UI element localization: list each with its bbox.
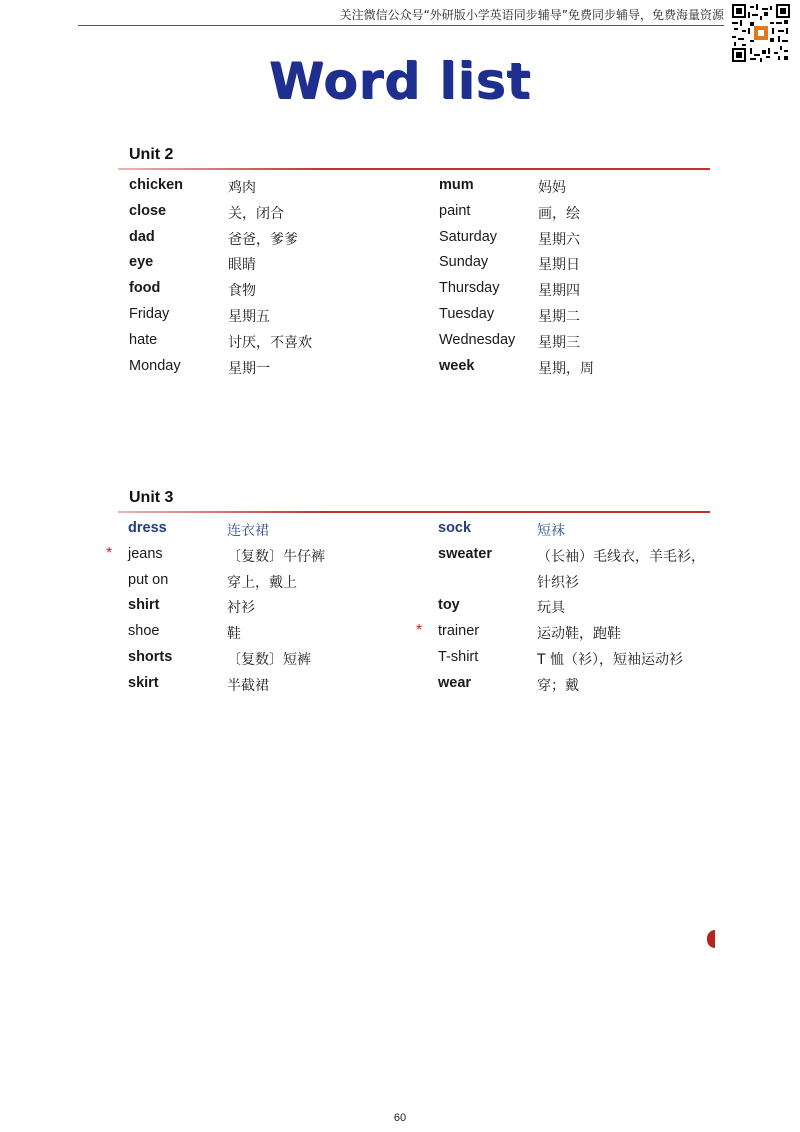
english-word: wear [438,674,472,691]
english-word: skirt [128,674,159,691]
page-title: Word list [268,52,532,110]
chinese-meaning: 星期一 [228,360,270,377]
chinese-meaning: 食物 [228,283,256,300]
chinese-meaning: 连衣裙 [227,523,269,539]
chinese-meaning: 妈妈 [538,180,566,196]
english-word: shirt [128,597,160,614]
english-word: sock [438,520,472,536]
chinese-meaning: 鸡肉 [228,180,256,196]
english-word: sweater [438,545,493,562]
english-word: trainer [438,623,480,640]
english-word: mum [439,177,474,193]
chinese-meaning: 星期二 [538,308,580,325]
english-word: Saturday [439,228,498,245]
english-word: food [129,280,161,297]
unit-2-divider [118,168,710,170]
english-word: shorts [128,648,173,665]
english-word: put on [128,571,169,588]
english-word: Friday [129,305,170,322]
chinese-meaning: 星期五 [228,308,270,325]
chinese-meaning: 鞋 [227,626,241,643]
chinese-meaning: 针织衫 [537,574,579,591]
star-icon: * [106,544,113,562]
unit-3-divider [118,511,710,513]
english-word: Tuesday [439,305,495,322]
chinese-meaning: 运动鞋，跑鞋 [537,626,621,643]
chinese-meaning: 穿上，戴上 [227,574,297,591]
english-word: Sunday [439,254,489,271]
english-word: Monday [129,357,181,374]
chinese-meaning: 爸爸，爹爹 [228,231,298,248]
chinese-meaning: 星期四 [538,283,580,300]
chinese-meaning: 玩具 [537,600,565,617]
english-word: jeans [128,545,163,562]
unit-2-heading: Unit 2 [129,146,174,163]
english-word: week [439,357,475,374]
chinese-meaning: 讨厌，不喜欢 [228,334,312,351]
english-word: close [129,202,167,219]
star-icon: * [416,622,423,640]
english-word: Thursday [439,280,500,297]
chinese-meaning: 衬衫 [227,600,255,617]
english-word: shoe [128,623,160,640]
chinese-meaning: 〔复数〕牛仔裤 [227,548,325,565]
page-number: 60 [393,1112,407,1124]
english-word: eye [129,254,154,271]
chinese-meaning: 星期，周 [538,360,594,377]
chinese-meaning: 穿；戴 [537,677,579,694]
chinese-meaning: 关，闭合 [228,205,284,222]
english-word: dad [129,228,155,245]
chinese-meaning: 星期六 [538,231,580,248]
chinese-meaning: 星期日 [538,257,580,274]
chinese-meaning: 〔复数〕短裤 [227,651,311,668]
chinese-meaning: 短袜 [537,523,565,539]
chinese-meaning: 画，绘 [538,205,580,222]
english-word: dress [128,520,167,536]
english-word: hate [129,331,158,348]
header-divider [78,25,724,26]
chinese-meaning: 眼睛 [228,257,256,274]
chinese-meaning: T 恤（衫），短袖运动衫 [537,651,684,668]
header-banner: 关注微信公众号“外研版小学英语同步辅导”免费同步辅导，免费海量资源 [339,8,724,22]
chinese-meaning: 星期三 [538,334,580,351]
page-margin-marker [707,930,715,948]
chinese-meaning: 半截裙 [227,677,269,694]
english-word: chicken [129,177,183,193]
english-word: paint [439,202,471,219]
english-word: T-shirt [438,648,479,665]
english-word: toy [438,597,460,614]
english-word: Wednesday [439,331,516,348]
chinese-meaning: （长袖）毛线衣，羊毛衫， [537,548,705,565]
unit-3-heading: Unit 3 [129,489,174,506]
